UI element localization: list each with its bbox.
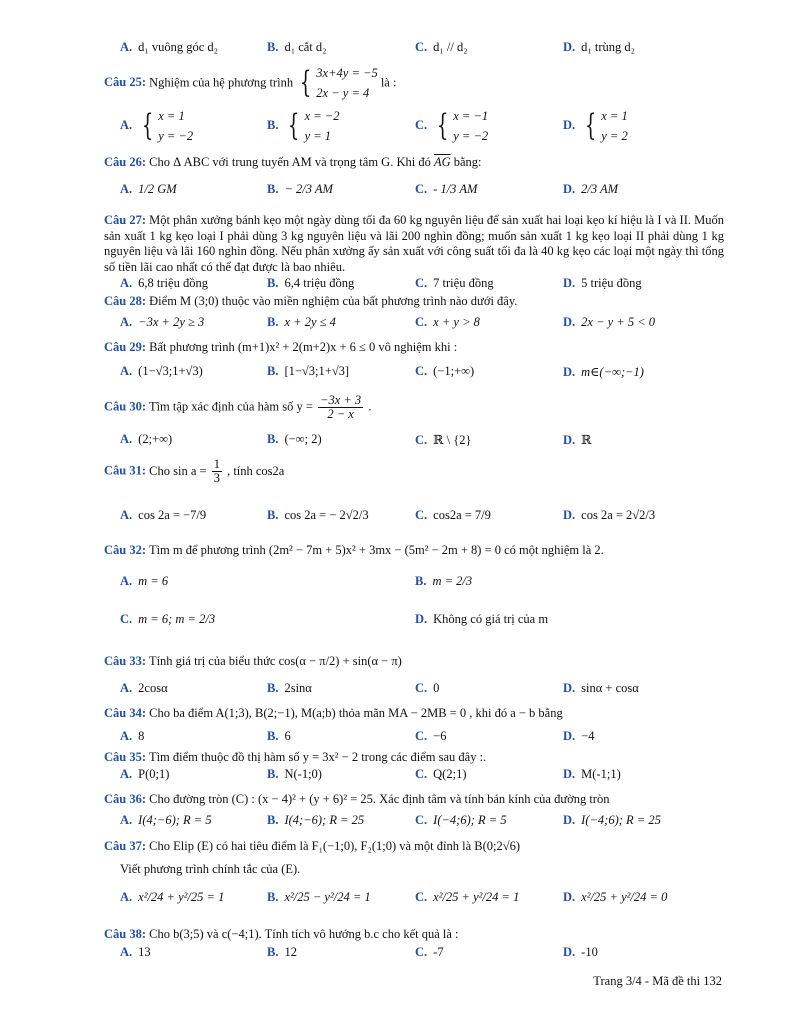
q34-option-d[interactable]: D. −4 (563, 729, 595, 743)
q31-option-a[interactable]: A. cos 2a = −7/9 (120, 508, 207, 522)
q27-option-c[interactable]: C. 7 triệu đồng (415, 276, 494, 290)
q30-option-d[interactable]: D. ℝ (563, 433, 592, 447)
question-25 (104, 63, 396, 103)
q24-option-b[interactable] (267, 40, 327, 55)
q37-option-b[interactable]: B. x²/25 − y²/24 = 1 (267, 890, 371, 904)
question-33: Câu 33: Tính giá trị của biểu thức cos(α − π/2) + sin(α − π) (104, 654, 402, 668)
equation-system: { 3x+4y = −5 2x − y = 4 (300, 65, 378, 100)
q33-option-c[interactable]: C. 0 (415, 681, 440, 695)
q29-option-a[interactable]: A. (1−√3;1+√3) (120, 364, 203, 378)
q28-option-a[interactable]: A. −3x + 2y ≥ 3 (120, 315, 205, 329)
question-32: Câu 32: Tìm m để phương trình (2m² − 7m + 5)x² + 3mx − (5m² − 2m + 8) = 0 có một nghiệm là 2. (104, 543, 604, 557)
vector-ag: $\overline{AG}$ (433, 155, 451, 169)
q26-option-d[interactable]: D. 2/3 AM (563, 182, 619, 196)
q34-option-a[interactable]: A. 8 (120, 729, 145, 743)
option-letter: C. (415, 40, 428, 54)
question-29: Câu 29: Bất phương trình (m+1)x² + 2(m+2)x + 6 ≤ 0 vô nghiệm khi : (104, 340, 458, 354)
q26-option-c[interactable]: C. - 1/3 AM (415, 182, 478, 196)
q33-option-b[interactable]: B. 2sinα (267, 681, 312, 695)
q24-option-d[interactable] (563, 40, 635, 55)
q30-option-a[interactable]: A. (2;+∞) (120, 432, 173, 446)
question-28: Câu 28: Điểm M (3;0) thuộc vào miền nghiệm của bất phương trình nào dưới đây. (104, 294, 518, 308)
option-letter: D. (563, 40, 576, 54)
q34-option-c[interactable]: C. −6 (415, 729, 447, 743)
function-fraction: $\frac{-3x + 3}{2 - x}$ (320, 393, 362, 421)
q31-option-d[interactable]: D. cos 2a = 2√2/3 (563, 508, 656, 522)
q26-option-b[interactable]: B. − 2/3 AM (267, 182, 333, 196)
q36-option-a[interactable]: A. I(4;−6); R = 5 (120, 813, 212, 827)
option-letter: B. (267, 40, 279, 54)
q38-option-a[interactable]: A. 13 (120, 945, 151, 959)
q37-option-a[interactable]: A. x²/24 + y²/25 = 1 (120, 890, 225, 904)
question-27: Câu 27: Một phân xưởng bánh kẹo một ngày dùng tối đa 60 kg nguyên liệu để sản xuất hai loại kẹo kí hiệu là I và II. Muốn sản xuất 1 kg kẹo loại I phải dùng 3 kg nguyên liệu và lãi 200 nghìn đồng; muốn sản xuất 1 kg kẹo loại II phải dùng 1 kg nguyên liệu và lãi 160 nghìn đồng. Nếu phân xưởng ấy sản xuất với công suất tối đa là 40 kg kẹo các loại một ngày thì tổng số tiền lãi cao nhất có thể đạt được là bao nhiêu. (104, 213, 725, 274)
q25-option-b[interactable]: B. { x = −2 y = 1 (267, 108, 340, 143)
q25-option-c[interactable]: C. { x = −1 y = −2 (415, 108, 489, 143)
q32-option-b[interactable]: B. m = 2/3 (415, 574, 473, 588)
q25-option-a[interactable]: A. { x = 1 y = −2 (120, 108, 194, 143)
q35-option-d[interactable]: D. M(-1;1) (563, 767, 621, 781)
q38-option-b[interactable]: B. 12 (267, 945, 297, 959)
q32-option-d[interactable]: D. Không có giá trị của m (415, 612, 549, 626)
q32-option-c[interactable]: C. m = 6; m = 2/3 (120, 612, 216, 626)
q27-option-d[interactable]: D. 5 triệu đồng (563, 276, 642, 290)
q30-option-c[interactable]: C. ℝ \ {2} (415, 433, 472, 447)
q35-option-b[interactable]: B. N(-1;0) (267, 767, 322, 781)
option-text: d₁ trùng d₂ (581, 40, 636, 54)
q27-option-a[interactable]: A. 6,8 triệu đồng (120, 276, 208, 290)
question-text: Một phân xưởng bánh kẹo một ngày dùng tối đa 60 kg nguyên liệu để sản xuất hai loại kẹo kí hiệu là I và II. Muốn sản xuất 1 kg kẹo loại I phải dùng 3 kg nguyên liệu và lãi 200 nghìn đồng; muốn sản xuất 1 kg kẹo loại II phải dùng 1 kg nguyên liệu và lãi 160 nghìn đồng. Nếu phân xưởng ấy sản xuất với công suất tối đa là 40 kg kẹo các loại một ngày thì tổng số tiền lãi cao nhất có thể đạt được là bao nhiêu. (104, 213, 725, 274)
q31-option-c[interactable]: C. cos2a = 7/9 (415, 508, 491, 522)
q36-option-c[interactable]: C. I(−4;6); R = 5 (415, 813, 507, 827)
page-footer: Trang 3/4 - Mã đề thi 132 (593, 974, 722, 988)
q29-option-d[interactable]: D. m∈(−∞;−1) (563, 365, 644, 379)
q28-option-b[interactable]: B. x + 2y ≤ 4 (267, 315, 336, 329)
question-text: Nghiệm của hệ phương trình (149, 75, 294, 90)
q32-option-a[interactable]: A. m = 6 (120, 574, 169, 588)
option-text: d₁ cắt d₂ (284, 40, 327, 54)
q24-option-a[interactable] (120, 40, 218, 55)
question-37: Câu 37: Cho Elip (E) có hai tiêu điểm là F₁(−1;0), F₂(1;0) và một đỉnh là B(0;2√6) (104, 839, 520, 853)
option-text: d₁ // d₂ (433, 40, 468, 54)
q38-option-d[interactable]: D. -10 (563, 945, 598, 959)
question-35: Câu 35: Tìm điểm thuộc đồ thị hàm số y = 3x² − 2 trong các điểm sau đây :. (104, 750, 487, 764)
q25-option-d[interactable]: D. { x = 1 y = 2 (563, 108, 628, 143)
q36-option-d[interactable]: D. I(−4;6); R = 25 (563, 813, 661, 827)
q28-option-d[interactable]: D. 2x − y + 5 < 0 (563, 315, 656, 329)
q37-option-c[interactable]: C. x²/25 + y²/24 = 1 (415, 890, 520, 904)
q29-option-c[interactable]: C. (−1;+∞) (415, 364, 475, 378)
question-tail: là : (380, 75, 397, 90)
q26-option-a[interactable]: A. 1/2 GM (120, 182, 177, 196)
option-text: d₁ vuông góc d₂ (138, 40, 219, 54)
q29-option-b[interactable]: B. [1−√3;1+√3] (267, 364, 350, 378)
question-38: Câu 38: Cho b(3;5) và c(−4;1). Tính tích vô hướng b.c cho kết quả là : (104, 927, 459, 941)
question-34: Câu 34: Cho ba điểm A(1;3), B(2;−1), M(a;b) thỏa mãn MA − 2MB = 0 , khi đó a − b bằng (104, 706, 563, 720)
q36-option-b[interactable]: B. I(4;−6); R = 25 (267, 813, 365, 827)
q37-option-d[interactable]: D. x²/25 + y²/24 = 0 (563, 890, 668, 904)
question-number: Câu 25: (104, 74, 147, 89)
question-37-line2: Viết phương trình chính tắc của (E). (120, 862, 301, 876)
q28-option-c[interactable]: C. x + y > 8 (415, 315, 480, 329)
q33-option-a[interactable]: A. 2cosα (120, 681, 168, 695)
question-31: Câu 31: Cho sin a = $\frac{1}{3}$ , tính cos2a (104, 457, 285, 485)
q31-option-b[interactable]: B. cos 2a = − 2√2/3 (267, 508, 369, 522)
q34-option-b[interactable]: B. 6 (267, 729, 291, 743)
option-letter: A. (120, 40, 133, 54)
question-36: Câu 36: Cho đường tròn (C) : (x − 4)² + (y + 6)² = 25. Xác định tâm và tính bán kính của đường tròn (104, 792, 610, 806)
q38-option-c[interactable]: C. -7 (415, 945, 444, 959)
q30-option-b[interactable]: B. (−∞; 2) (267, 432, 322, 446)
q35-option-a[interactable]: A. P(0;1) (120, 767, 170, 781)
question-30: Câu 30: Tìm tập xác định của hàm số y = $\frac{-3x + 3}{2 - x}$ . (104, 393, 372, 421)
q33-option-d[interactable]: D. sinα + cosα (563, 681, 639, 695)
question-26: Câu 26: Cho Δ ABC với trung tuyến AM và trọng tâm G. Khi đó $\overline{AG}$ bằng: (104, 155, 482, 169)
q35-option-c[interactable]: C. Q(2;1) (415, 767, 467, 781)
q27-option-b[interactable]: B. 6,4 triệu đồng (267, 276, 355, 290)
q24-option-c[interactable] (415, 40, 468, 55)
